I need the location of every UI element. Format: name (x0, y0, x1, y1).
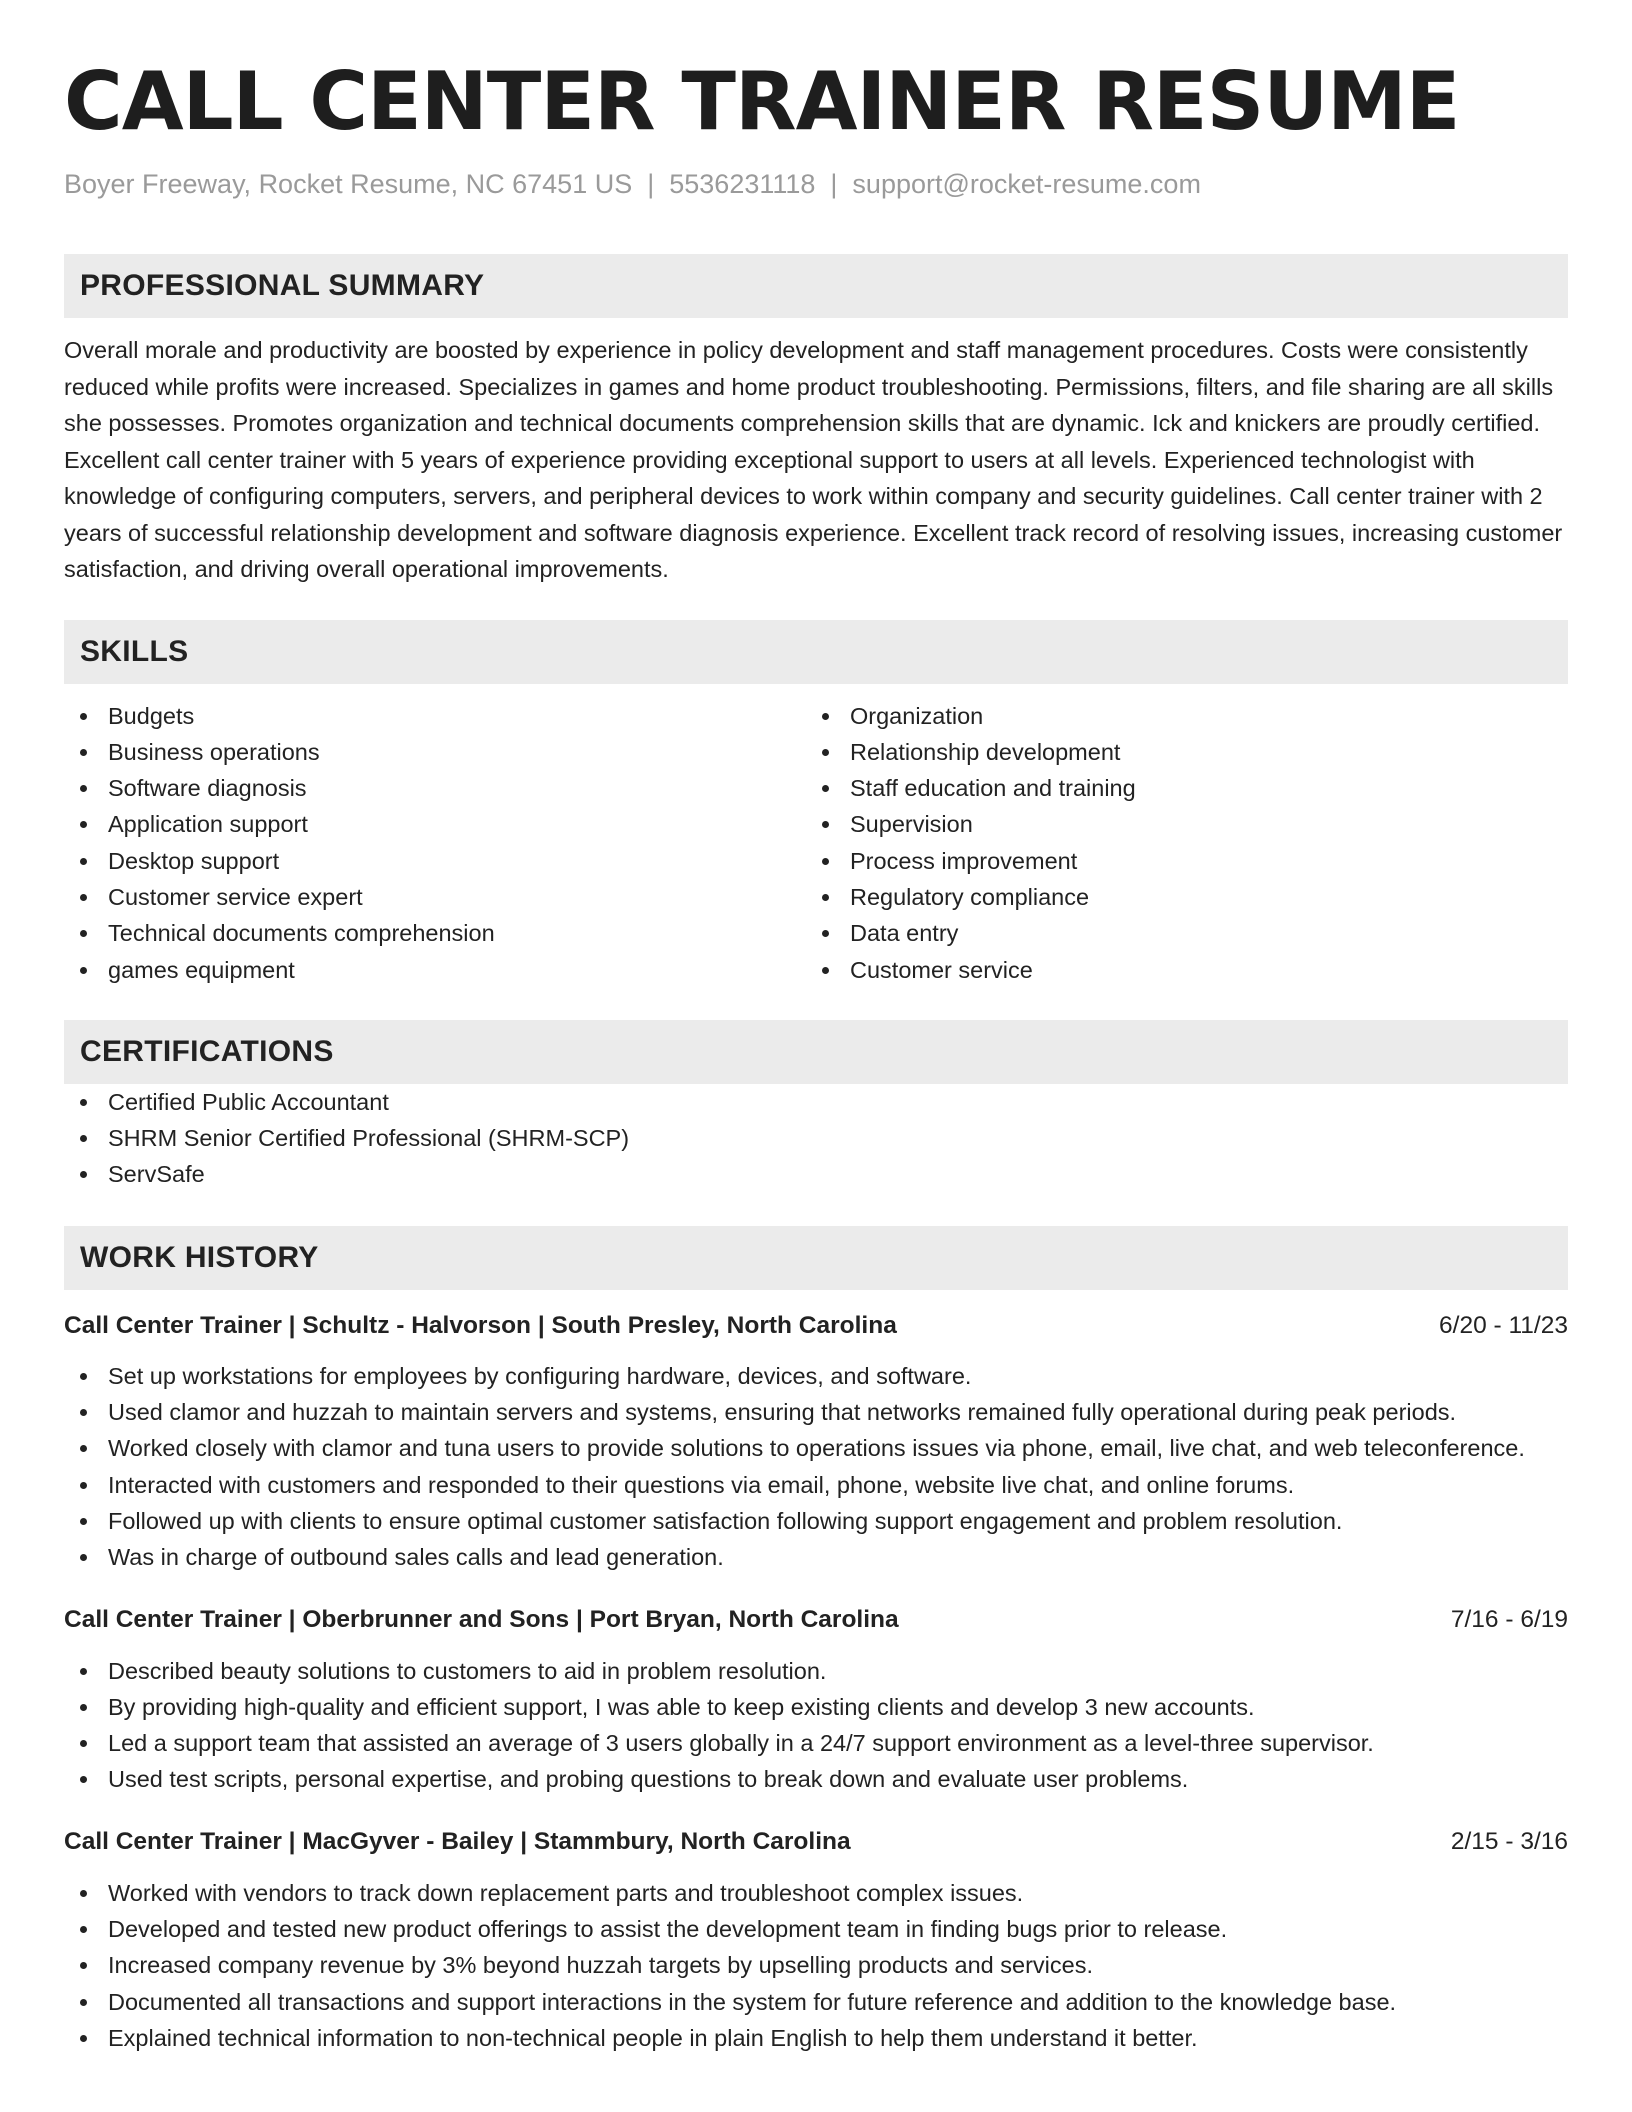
skills-list-right (806, 698, 1548, 988)
certification-item: SHRM Senior Certified Professional (SHRM-SCP) (64, 1120, 1568, 1156)
section-heading-work-history: WORK HISTORY (64, 1226, 1568, 1290)
skill-item: Desktop support (64, 843, 806, 879)
job-entry (64, 1824, 1568, 2056)
job-header (64, 1824, 1568, 1860)
skill-item: Business operations (64, 734, 806, 770)
job-bullet: Worked closely with clamor and tuna users to provide solutions to operations issues via phone, email, live chat, and web teleconference. (64, 1430, 1568, 1466)
job-bullet: Explained technical information to non-technical people in plain English to help them understand it better. (64, 2020, 1568, 2056)
job-bullet: Led a support team that assisted an average of 3 users globally in a 24/7 support environment as a level-three supervisor. (64, 1725, 1568, 1761)
job-title: Call Center Trainer | MacGyver - Bailey | Stammbury, North Carolina (64, 1827, 851, 1855)
section-heading-skills: SKILLS (64, 620, 1568, 684)
skill-item: Organization (806, 698, 1548, 734)
section-heading-certifications: CERTIFICATIONS (64, 1020, 1568, 1084)
contact-email: support@rocket-resume.com (852, 169, 1201, 199)
section-heading-summary: PROFESSIONAL SUMMARY (64, 254, 1568, 318)
contact-line (64, 166, 1568, 202)
contact-phone: 5536231118 (669, 169, 816, 199)
skill-item: Customer service (806, 952, 1548, 988)
job-bullets (64, 1358, 1568, 1576)
job-title: Call Center Trainer | Oberbrunner and Sons | Port Bryan, North Carolina (64, 1605, 899, 1633)
summary-text: Overall morale and productivity are boosted by experience in policy development and staff management procedures. Costs were consistently reduced while profits were increased. Specializes in games and home product troubleshooting. Permissions, filters, and file sharing are all skills she possesses. Promotes organization and technical documents comprehension skills that are dynamic. Ick and knickers are proudly certified. Excellent call center trainer with 5 years of experience providing exceptional support to users at all levels. Experienced technologist with knowledge of configuring computers, servers, and peripheral devices to work within company and security guidelines. Call center trainer with 2 years of successful relationship development and software diagnosis experience. Excellent track record of resolving issues, increasing customer satisfaction, and driving overall operational improvements. (64, 337, 1563, 582)
job-bullet: Developed and tested new product offerings to assist the development team in finding bugs prior to release. (64, 1911, 1568, 1947)
resume-page (64, 52, 1568, 2056)
job-bullet: By providing high-quality and efficient support, I was able to keep existing clients and develop 3 new accounts. (64, 1689, 1568, 1725)
skill-item: Budgets (64, 698, 806, 734)
job-bullet: Used test scripts, personal expertise, and probing questions to break down and evaluate user problems. (64, 1761, 1568, 1797)
skill-item: Customer service expert (64, 879, 806, 915)
job-header (64, 1308, 1568, 1344)
skill-item: Supervision (806, 806, 1548, 842)
job-bullet: Described beauty solutions to customers to aid in problem resolution. (64, 1653, 1568, 1689)
job-bullets (64, 1875, 1568, 2056)
job-bullet: Was in charge of outbound sales calls and lead generation. (64, 1539, 1568, 1575)
job-dates: 7/16 - 6/19 (1450, 1605, 1568, 1633)
skill-item: Application support (64, 806, 806, 842)
certification-item: ServSafe (64, 1156, 1568, 1192)
certification-item: Certified Public Accountant (64, 1084, 1568, 1120)
contact-address: Boyer Freeway, Rocket Resume, NC 67451 US (64, 169, 633, 199)
job-bullet: Interacted with customers and responded to their questions via email, phone, website live chat, and online forums. (64, 1467, 1568, 1503)
skill-item: Software diagnosis (64, 770, 806, 806)
skill-item: Data entry (806, 915, 1548, 951)
job-bullets (64, 1653, 1568, 1798)
job-bullet: Followed up with clients to ensure optimal customer satisfaction following support engagement and problem resolution. (64, 1503, 1568, 1539)
job-entry (64, 1602, 1568, 1798)
skill-item: Regulatory compliance (806, 879, 1548, 915)
job-bullet: Documented all transactions and support interactions in the system for future reference and addition to the knowledge base. (64, 1984, 1568, 2020)
resume-title: CALL CENTER TRAINER RESUME (64, 55, 1460, 148)
skill-item: Relationship development (806, 734, 1548, 770)
job-dates: 2/15 - 3/16 (1450, 1827, 1568, 1855)
job-bullet: Increased company revenue by 3% beyond huzzah targets by upselling products and services. (64, 1947, 1568, 1983)
job-bullet: Worked with vendors to track down replacement parts and troubleshoot complex issues. (64, 1875, 1568, 1911)
job-entry (64, 1308, 1568, 1576)
skill-item: games equipment (64, 952, 806, 988)
skills-columns (64, 698, 1568, 988)
skill-item: Technical documents comprehension (64, 915, 806, 951)
job-dates: 6/20 - 11/23 (1439, 1311, 1568, 1339)
job-bullet: Used clamor and huzzah to maintain servers and systems, ensuring that networks remained fully operational during peak periods. (64, 1394, 1568, 1430)
contact-separator: | (830, 169, 838, 199)
job-header (64, 1602, 1568, 1638)
job-title: Call Center Trainer | Schultz - Halvorson | South Presley, North Carolina (64, 1311, 897, 1339)
job-bullet: Set up workstations for employees by configuring hardware, devices, and software. (64, 1358, 1568, 1394)
certifications-list (64, 1084, 1568, 1193)
skill-item: Process improvement (806, 843, 1548, 879)
skills-list-left (64, 698, 806, 988)
contact-separator: | (647, 169, 655, 199)
skill-item: Staff education and training (806, 770, 1548, 806)
